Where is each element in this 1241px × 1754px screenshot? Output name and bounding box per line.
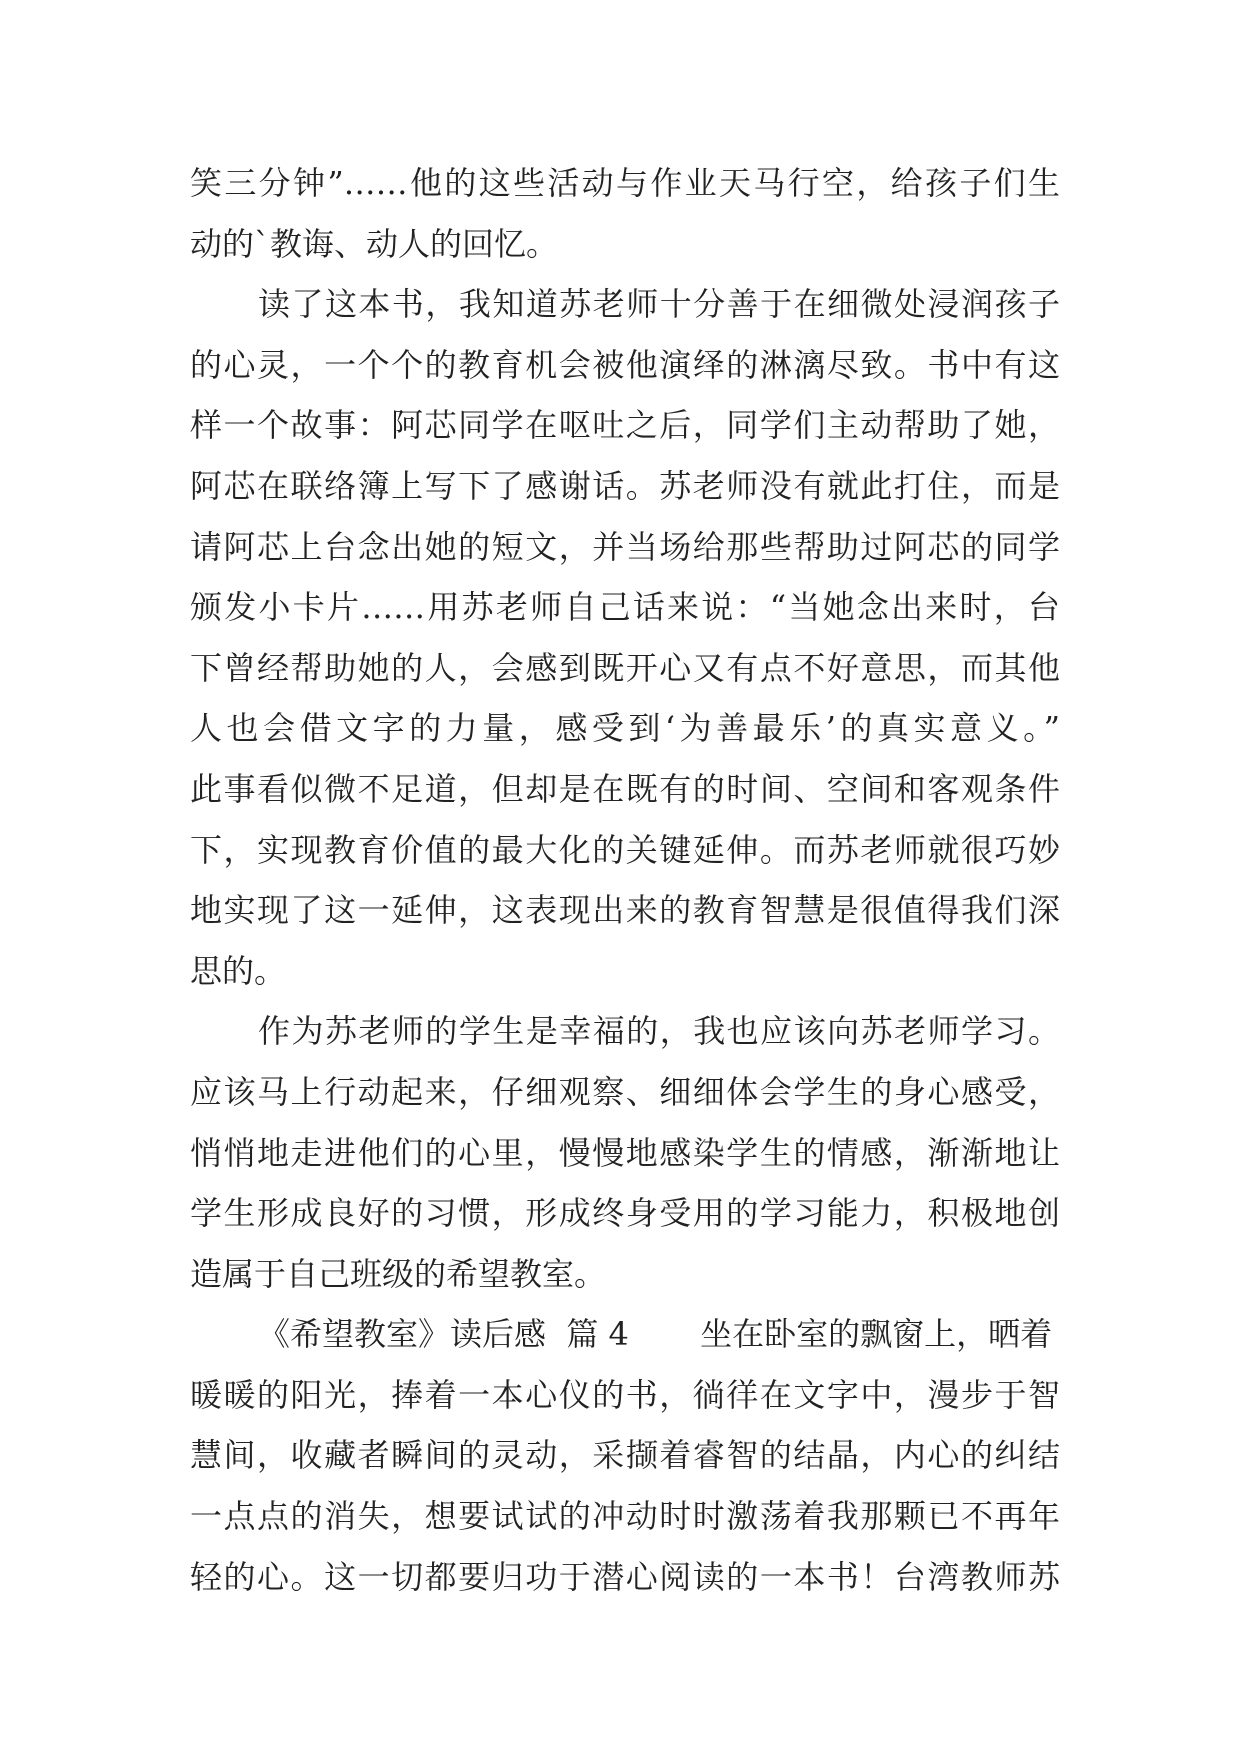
text-line: 笑三分钟”……他的这些活动与作业天马行空，给孩子们生 — [190, 164, 1060, 202]
section-heading-line: 《希望教室》读后感 篇 4 坐在卧室的飘窗上，晒着 — [258, 1315, 1053, 1354]
text-line: 人也会借文字的力量，感受到‘为善最乐’的真实意义。” — [190, 709, 1060, 748]
text-line: 请阿芯上台念出她的短文，并当场给那些帮助过阿芯的同学 — [190, 527, 1060, 566]
text-line: 慧间，收藏者瞬间的灵动，采撷着睿智的结晶，内心的纠结 — [190, 1436, 1060, 1475]
text-line: 此事看似微不足道，但却是在既有的时间、空间和客观条件 — [190, 769, 1060, 808]
text-line: 阿芯在联络簿上写下了感谢话。苏老师没有就此打住，而是 — [190, 466, 1060, 505]
text-line: 应该马上行动起来，仔细观察、细细体会学生的身心感受， — [190, 1072, 1060, 1111]
text-line: 思的。 — [190, 951, 287, 990]
text-line: 样一个故事：阿芯同学在呕吐之后，同学们主动帮助了她， — [190, 406, 1060, 445]
text-line: 颁发小卡片……用苏老师自己话来说：“当她念出来时，台 — [190, 588, 1060, 627]
text-line: 轻的心。这一切都要归功于潜心阅读的一本书！台湾教师苏 — [190, 1557, 1060, 1596]
paragraph-first-line: 作为苏老师的学生是幸福的，我也应该向苏老师学习。 — [258, 1012, 1060, 1051]
text-line: 动的`教诲、动人的回忆。 — [190, 224, 559, 263]
paragraph-first-line: 读了这本书，我知道苏老师十分善于在细微处浸润孩子 — [258, 285, 1060, 324]
text-line: 学生形成良好的习惯，形成终身受用的学习能力，积极地创 — [190, 1194, 1060, 1233]
text-line: 的心灵，一个个的教育机会被他演绎的淋漓尽致。书中有这 — [190, 345, 1060, 384]
text-line: 地实现了这一延伸，这表现出来的教育智慧是很值得我们深 — [190, 891, 1060, 930]
text-line: 下曾经帮助她的人，会感到既开心又有点不好意思，而其他 — [190, 648, 1060, 687]
text-line: 暖暖的阳光，捧着一本心仪的书，徜徉在文字中，漫步于智 — [190, 1375, 1060, 1414]
text-line: 悄悄地走进他们的心里，慢慢地感染学生的情感，渐渐地让 — [190, 1133, 1060, 1172]
text-line: 一点点的消失，想要试试的冲动时时激荡着我那颗已不再年 — [190, 1497, 1060, 1536]
text-line: 造属于自己班级的希望教室。 — [190, 1254, 607, 1293]
text-line: 下，实现教育价值的最大化的关键延伸。而苏老师就很巧妙 — [190, 830, 1060, 869]
body-text — [190, 153, 1060, 1607]
